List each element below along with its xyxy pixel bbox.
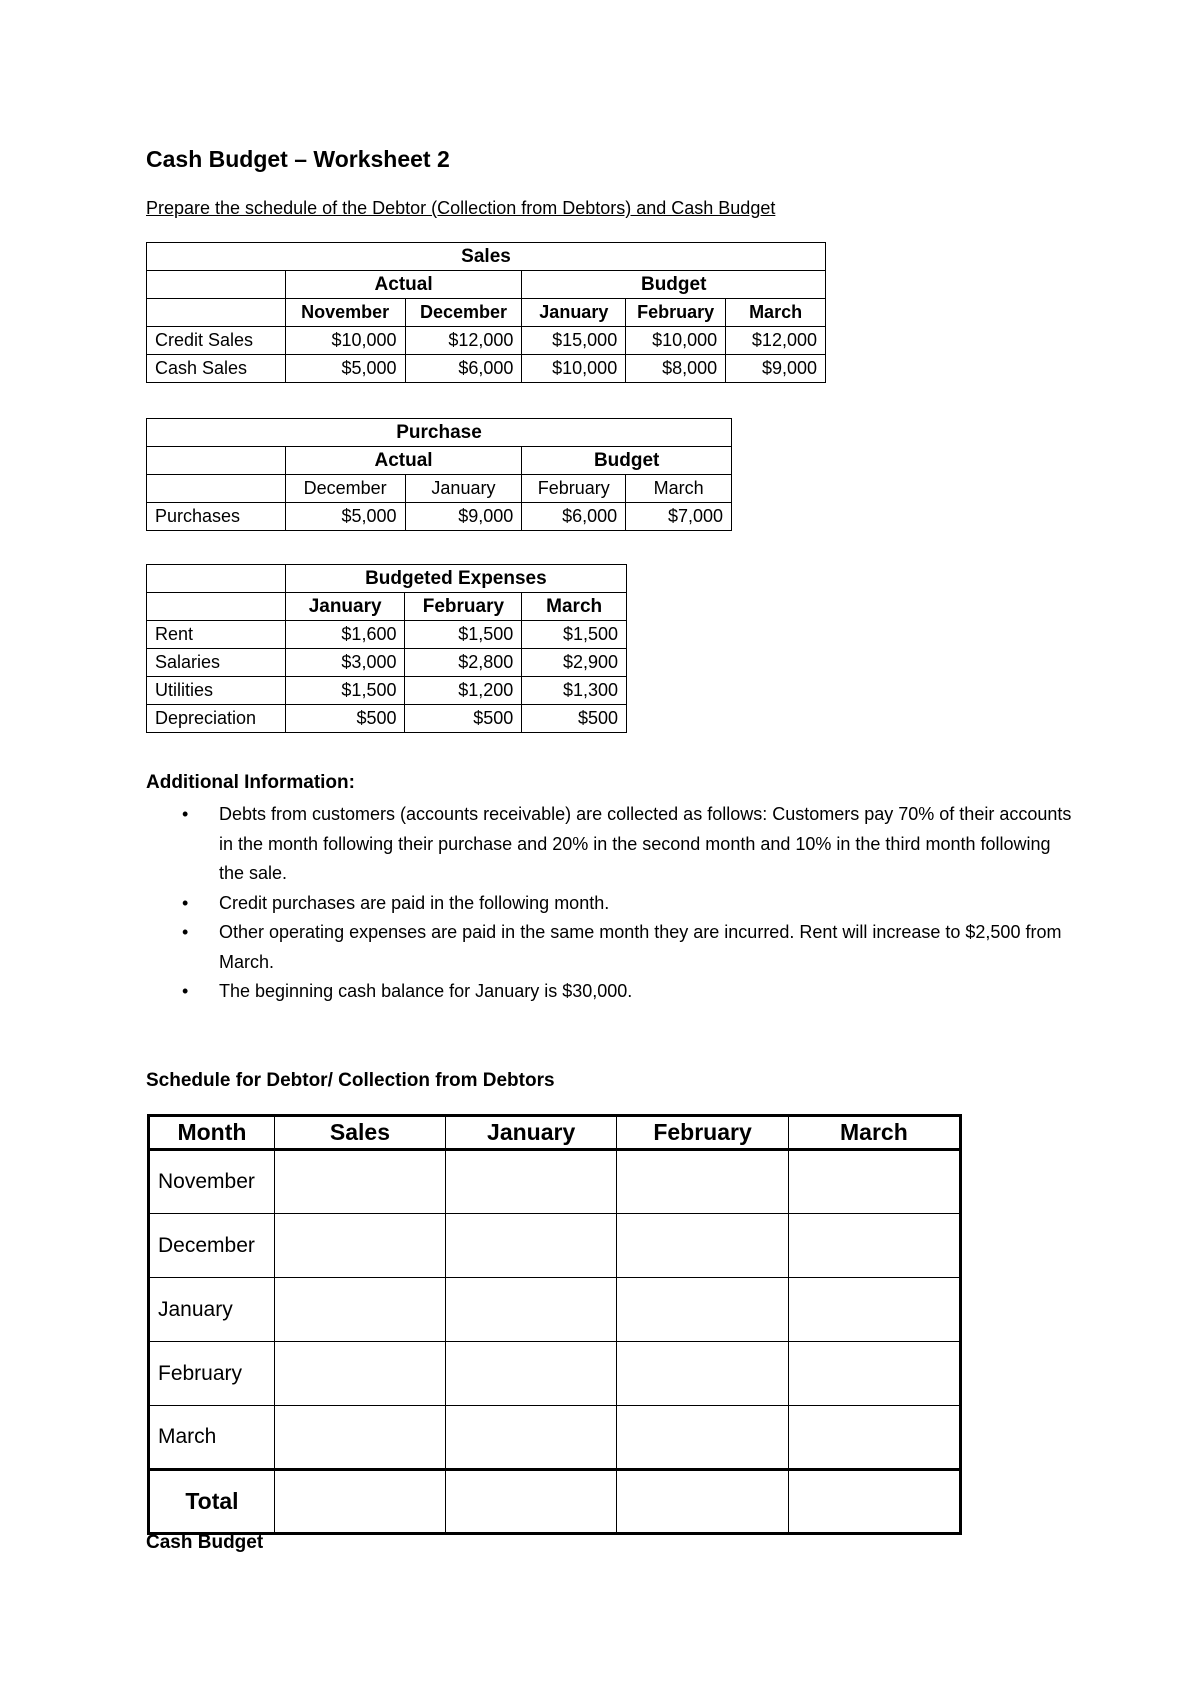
sales-month-header: December [405, 299, 522, 327]
purchase-month-header: February [522, 475, 626, 503]
value-cell: $2,800 [405, 649, 522, 677]
document-title: Cash Budget – Worksheet 2 [146, 146, 450, 172]
table-row [149, 1406, 961, 1470]
row-label: Cash Sales [147, 355, 286, 383]
bullet-icon: • [182, 981, 189, 1001]
purchase-group-actual: Actual [285, 447, 522, 475]
document-subtitle: Prepare the schedule of the Debtor (Collection from Debtors) and Cash Budget [146, 198, 776, 218]
sales-month-header: November [285, 299, 405, 327]
value-cell: $500 [285, 705, 405, 733]
expenses-month-header: February [405, 593, 522, 621]
sales-table-title: Sales [147, 243, 826, 271]
expenses-title-row [147, 565, 627, 593]
list-item-text: The beginning cash balance for January is $30,000. [219, 981, 633, 1001]
table-row [147, 503, 732, 531]
value-cell: $1,500 [405, 621, 522, 649]
value-cell: $6,000 [522, 503, 626, 531]
blank-answer-cell[interactable] [274, 1406, 445, 1470]
blank-answer-cell[interactable] [617, 1406, 788, 1470]
value-cell: $5,000 [285, 503, 405, 531]
purchase-month-header: January [405, 475, 522, 503]
blank-answer-cell[interactable] [274, 1342, 445, 1406]
table-row [149, 1150, 961, 1214]
purchase-table [146, 418, 732, 531]
schedule-total-row [149, 1470, 961, 1534]
expenses-month-row [147, 593, 627, 621]
purchase-month-header: December [285, 475, 405, 503]
blank-answer-cell[interactable] [617, 1278, 788, 1342]
empty-cell [147, 565, 286, 593]
value-cell: $7,000 [626, 503, 732, 531]
bullet-icon: • [182, 804, 189, 824]
blank-answer-cell[interactable] [788, 1150, 960, 1214]
blank-answer-cell[interactable] [274, 1278, 445, 1342]
list-item-text: Debts from customers (accounts receivable) are collected as follows: Customers pay 70% of their accounts in the month following their purchase and 20% in the second month and 10% in the third month following the sale. [219, 804, 1072, 883]
blank-answer-cell[interactable] [788, 1278, 960, 1342]
list-item [146, 889, 1076, 919]
expenses-table [146, 564, 627, 733]
additional-info-title: Additional Information: [146, 772, 355, 793]
sales-group-row [147, 271, 826, 299]
schedule-row-label: February [149, 1342, 275, 1406]
blank-answer-cell[interactable] [788, 1470, 960, 1534]
blank-answer-cell[interactable] [274, 1214, 445, 1278]
value-cell: $1,200 [405, 677, 522, 705]
blank-answer-cell[interactable] [445, 1342, 616, 1406]
table-row [147, 327, 826, 355]
table-row [147, 677, 627, 705]
sales-title-row [147, 243, 826, 271]
blank-answer-cell[interactable] [617, 1150, 788, 1214]
row-label: Depreciation [147, 705, 286, 733]
list-item-text: Credit purchases are paid in the following month. [219, 892, 610, 913]
list-item [146, 918, 1076, 977]
row-label: Salaries [147, 649, 286, 677]
blank-answer-cell[interactable] [445, 1278, 616, 1342]
table-row [149, 1214, 961, 1278]
value-cell: $5,000 [285, 355, 405, 383]
value-cell: $1,500 [522, 621, 627, 649]
list-item-text: Other operating expenses are paid in the same month they are incurred. Rent will increase to $2,500 from March. [219, 922, 1062, 972]
schedule-header-cell: Sales [274, 1116, 445, 1150]
sales-month-row [147, 299, 826, 327]
value-cell: $10,000 [522, 355, 626, 383]
schedule-row-label: January [149, 1278, 275, 1342]
sales-month-header: March [726, 299, 826, 327]
additional-info-list [146, 800, 1076, 1007]
list-item [146, 800, 1076, 889]
blank-answer-cell[interactable] [274, 1150, 445, 1214]
schedule-row-label: March [149, 1406, 275, 1470]
sales-table [146, 242, 826, 383]
sales-group-actual: Actual [285, 271, 522, 299]
list-item [146, 977, 1076, 1007]
purchase-month-header: March [626, 475, 732, 503]
blank-answer-cell[interactable] [788, 1406, 960, 1470]
bullet-icon: • [182, 892, 189, 913]
schedule-total-label: Total [149, 1470, 275, 1534]
schedule-header-cell: Month [149, 1116, 275, 1150]
value-cell: $9,000 [726, 355, 826, 383]
purchase-table-title: Purchase [147, 419, 732, 447]
empty-cell [147, 271, 286, 299]
value-cell: $500 [405, 705, 522, 733]
schedule-header-cell: January [445, 1116, 616, 1150]
blank-answer-cell[interactable] [445, 1406, 616, 1470]
row-label: Purchases [147, 503, 286, 531]
table-row [149, 1342, 961, 1406]
value-cell: $1,600 [285, 621, 405, 649]
schedule-row-label: November [149, 1150, 275, 1214]
value-cell: $500 [522, 705, 627, 733]
blank-answer-cell[interactable] [617, 1214, 788, 1278]
blank-answer-cell[interactable] [788, 1342, 960, 1406]
purchase-title-row [147, 419, 732, 447]
value-cell: $15,000 [522, 327, 626, 355]
value-cell: $12,000 [405, 327, 522, 355]
expenses-month-header: March [522, 593, 627, 621]
cash-budget-title: Cash Budget [146, 1532, 264, 1553]
value-cell: $12,000 [726, 327, 826, 355]
empty-cell [147, 299, 286, 327]
value-cell: $10,000 [285, 327, 405, 355]
purchase-group-budget: Budget [522, 447, 732, 475]
blank-answer-cell[interactable] [445, 1470, 616, 1534]
purchase-month-row [147, 475, 732, 503]
value-cell: $6,000 [405, 355, 522, 383]
value-cell: $1,300 [522, 677, 627, 705]
row-label: Credit Sales [147, 327, 286, 355]
blank-answer-cell[interactable] [445, 1150, 616, 1214]
blank-answer-cell[interactable] [617, 1470, 788, 1534]
blank-answer-cell[interactable] [617, 1342, 788, 1406]
schedule-header-cell: February [617, 1116, 788, 1150]
sales-group-budget: Budget [522, 271, 826, 299]
value-cell: $3,000 [285, 649, 405, 677]
expenses-table-title: Budgeted Expenses [285, 565, 626, 593]
schedule-header-row [149, 1116, 961, 1150]
schedule-title: Schedule for Debtor/ Collection from Debtors [146, 1070, 555, 1091]
empty-cell [147, 475, 286, 503]
table-row [147, 355, 826, 383]
table-row [149, 1278, 961, 1342]
schedule-header-cell: March [788, 1116, 960, 1150]
row-label: Rent [147, 621, 286, 649]
sales-month-header: February [626, 299, 726, 327]
schedule-table [147, 1114, 962, 1535]
value-cell: $9,000 [405, 503, 522, 531]
value-cell: $10,000 [626, 327, 726, 355]
table-row [147, 705, 627, 733]
expenses-month-header: January [285, 593, 405, 621]
blank-answer-cell[interactable] [788, 1214, 960, 1278]
value-cell: $8,000 [626, 355, 726, 383]
value-cell: $1,500 [285, 677, 405, 705]
purchase-group-row [147, 447, 732, 475]
value-cell: $2,900 [522, 649, 627, 677]
bullet-icon: • [182, 922, 189, 942]
row-label: Utilities [147, 677, 286, 705]
empty-cell [147, 593, 286, 621]
schedule-row-label: December [149, 1214, 275, 1278]
empty-cell [147, 447, 286, 475]
table-row [147, 649, 627, 677]
table-row [147, 621, 627, 649]
sales-month-header: January [522, 299, 626, 327]
blank-answer-cell[interactable] [445, 1214, 616, 1278]
blank-answer-cell[interactable] [274, 1470, 445, 1534]
